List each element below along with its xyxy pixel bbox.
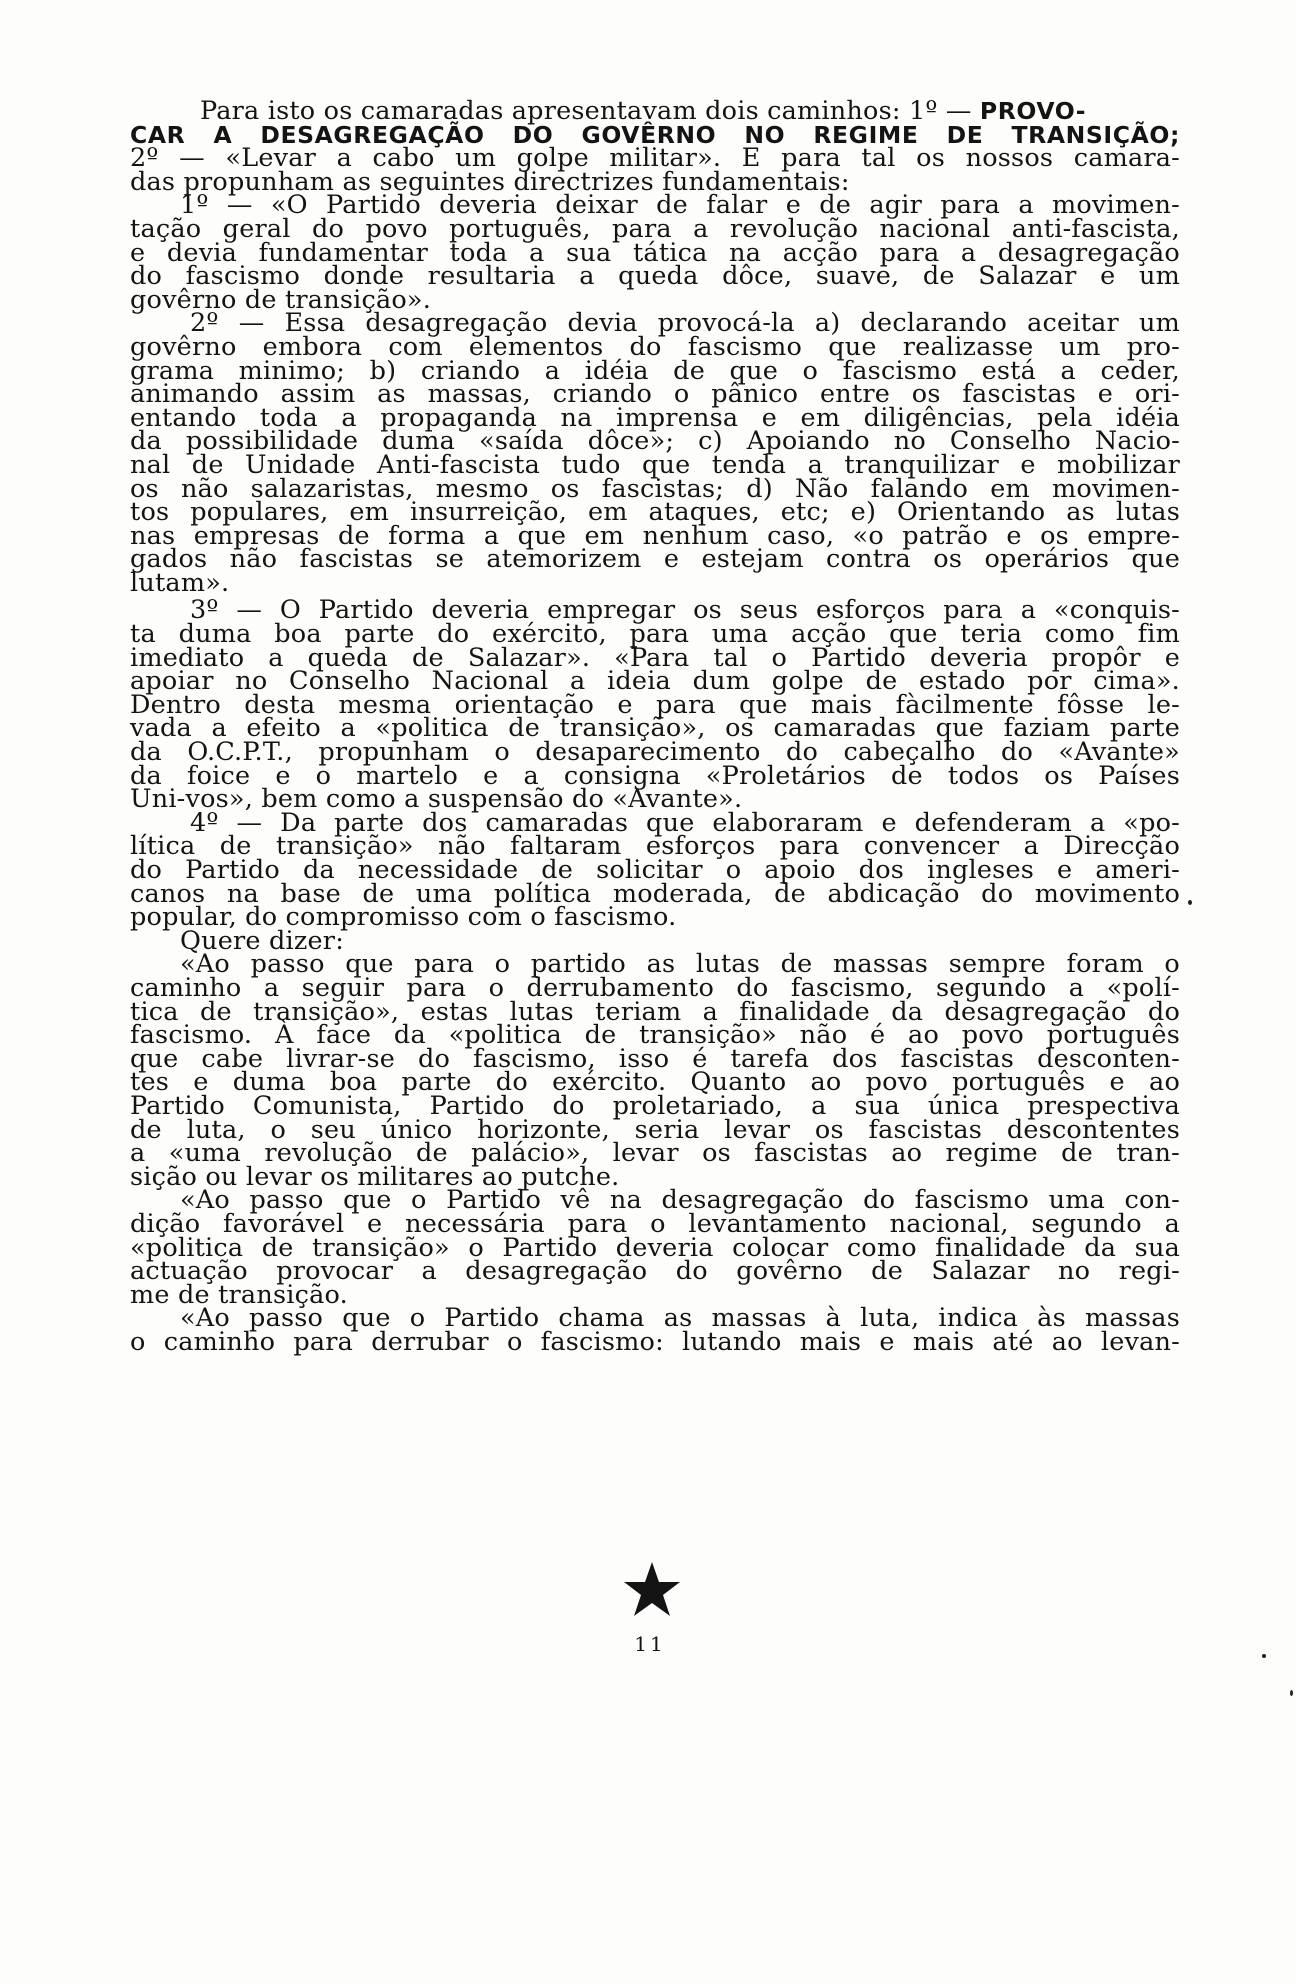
text-line: lítica de transição» não faltaram esforços para convencer a Direcção <box>130 831 1180 862</box>
text-line: fascismo. À face da «politica de transição» não é ao povo português <box>130 1020 1180 1051</box>
text-line: «Ao passo que o Partido vê na desagregação do fascismo uma con- <box>180 1185 1180 1216</box>
text-line: sição ou levar os militares ao putche. <box>130 1161 620 1192</box>
ink-speck <box>1188 900 1192 905</box>
text-line: tica de transição», estas lutas teriam a finalidade da desagregação do <box>130 996 1180 1027</box>
text-line: do fascismo donde resultaria a queda dôce, suave, de Salazar e um <box>130 261 1180 292</box>
text-line: 4º — Da parte dos camaradas que elaboraram e defenderam a «po- <box>190 807 1180 838</box>
text-line: de luta, o seu único horizonte, seria levar os fascistas descontentes <box>130 1114 1180 1145</box>
text-line: grama minimo; b) criando a idéia de que o fascismo está a ceder, <box>130 355 1180 386</box>
text-line: «Ao passo que o Partido chama as massas à luta, indica às massas <box>180 1303 1180 1334</box>
text-line: caminho a seguir para o derrubamento do fascismo, segundo a «polí- <box>130 972 1180 1003</box>
text-line: nal de Unidade Anti-fascista tudo que tenda a tranquilizar e mobilizar <box>130 449 1180 480</box>
text-line: entando toda a propaganda na imprensa e em diligências, pela idéia <box>130 402 1180 433</box>
page-number: 11 <box>634 1632 666 1656</box>
text-line: govêrno embora com elementos do fascismo que realizasse um pro- <box>130 331 1180 362</box>
text-line: nas empresas de forma a que em nenhum caso, «o patrão e os empre- <box>130 520 1180 551</box>
text-line: 1º — «O Partido deveria deixar de falar e de agir para a movimen- <box>180 190 1180 221</box>
star-icon <box>622 1560 682 1620</box>
body-text <box>130 96 1180 1357</box>
text-line: me de transição. <box>130 1279 348 1310</box>
text-line: da possibilidade duma «saída dôce»; c) Apoiando no Conselho Nacio- <box>130 426 1180 457</box>
bold-heading-fragment: PROVO- <box>979 97 1087 125</box>
text-line: das propunham as seguintes directrizes fundamentais: <box>130 166 850 197</box>
text-line: Partido Comunista, Partido do proletariado, a sua única prespectiva <box>130 1090 1180 1121</box>
text-line: imediato a queda de Salazar». «Para tal o Partido deveria propôr e <box>130 642 1180 673</box>
text-line: tos populares, em insurreição, em ataques, etc; e) Orientando as lutas <box>130 497 1180 528</box>
text-line: apoiar no Conselho Nacional a ideia dum golpe de estado por cima». <box>130 666 1180 697</box>
text-line-start: Para isto os camaradas apresentavam dois caminhos: 1º — <box>200 96 980 126</box>
text-line: da O.C.P.T., propunham o desaparecimento do cabeçalho do «Avante» <box>130 737 1180 768</box>
text-line: tação geral do povo português, para a revolução nacional anti-fascista, <box>130 213 1180 244</box>
text-line: vada a efeito a «politica de transição», os camaradas que faziam parte <box>130 713 1180 744</box>
text-line: canos na base de uma política moderada, de abdicação do movimento <box>130 878 1180 909</box>
text-line: que cabe livrar-se do fascismo, isso é tarefa dos fascistas desconten- <box>130 1043 1180 1074</box>
text-line: Uni-vos», bem como a suspensão do «Avante». <box>130 784 743 815</box>
text-line: lutam». <box>130 567 230 598</box>
text-line: 2º — «Levar a cabo um golpe militar». E para tal os nossos camara- <box>130 143 1180 174</box>
text-line: Dentro desta mesma orientação e para que mais fàcilmente fôsse le- <box>130 689 1180 720</box>
text-line: do Partido da necessidade de solicitar o apoio dos ingleses e ameri- <box>130 855 1180 885</box>
ink-speck <box>1262 1654 1266 1658</box>
text-line: 2º — Essa desagregação devia provocá-la a) declarando aceitar um <box>190 308 1180 339</box>
text-line: govêrno de transição». <box>130 284 432 315</box>
text-line: 3º — O Partido deveria empregar os seus esforços para a «conquis- <box>190 595 1180 626</box>
text-line: gados não fascistas se atemorizem e estejam contra os operários que <box>130 544 1180 575</box>
text-line: «politica de transição» o Partido deveria colocar como finalidade da sua <box>130 1232 1180 1263</box>
text-line: Quere dizer: <box>180 925 344 956</box>
bold-heading-line: CAR A DESAGREGAÇÃO DO GOVÊRNO NO REGIME DE TRANSIÇÃO; <box>130 120 1180 149</box>
text-line: «Ao passo que para o partido as lutas de massas sempre foram o <box>180 949 1180 980</box>
text-line: actuação provocar a desagregação do govêrno de Salazar no regi- <box>130 1256 1180 1287</box>
ink-speck <box>1290 1690 1293 1696</box>
text-line: animando assim as massas, criando o pânico entre os fascistas e ori- <box>130 379 1180 410</box>
text-line: tes e duma boa parte do exército. Quanto ao povo português e ao <box>130 1067 1180 1098</box>
text-line: ta duma boa parte do exército, para uma acção que teria como fim <box>130 619 1180 650</box>
text-line: e devia fundamentar toda a sua tática na acção para a desagregação <box>130 237 1180 268</box>
text-line: o caminho para derrubar o fascismo: lutando mais e mais até ao levan- <box>130 1326 1180 1357</box>
text-line: da foice e o martelo e a consigna «Proletários de todos os Países <box>130 760 1180 791</box>
star-icon-shape <box>624 1562 680 1616</box>
text-line: a «uma revolução de palácio», levar os fascistas ao regime de tran- <box>130 1138 1180 1169</box>
text-line: os não salazaristas, mesmo os fascistas; d) Não falando em movimen- <box>130 473 1180 504</box>
text-line: dição favorável e necessária para o levantamento nacional, segundo a <box>130 1208 1180 1239</box>
text-line: popular, do compromisso com o fascismo. <box>130 902 677 933</box>
